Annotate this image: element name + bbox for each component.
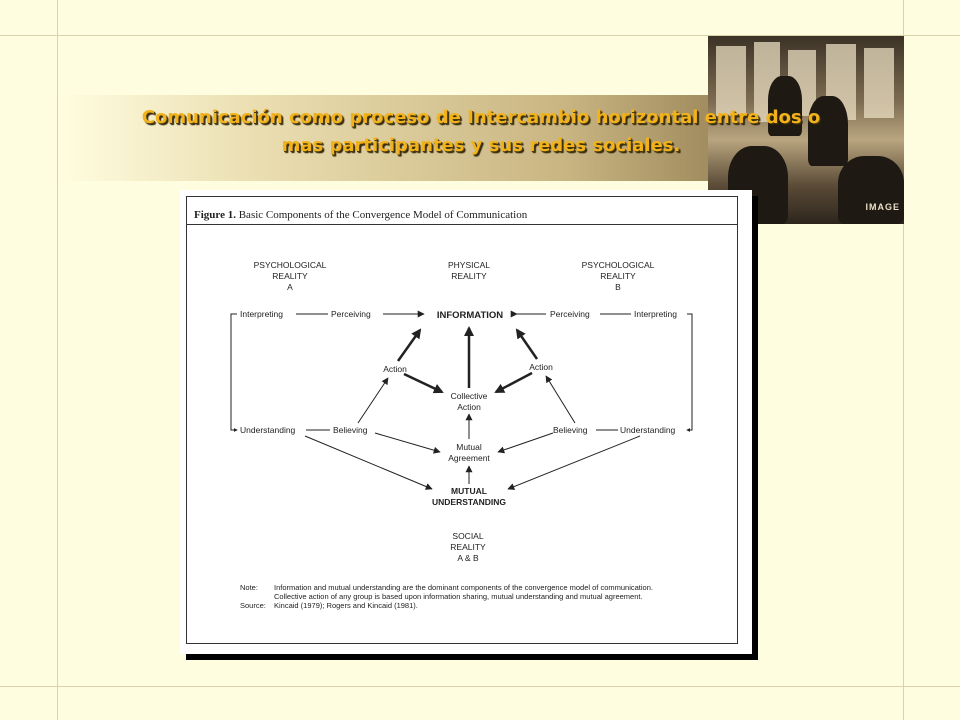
node-mutual-agreement-2: Agreement	[448, 453, 490, 463]
link-underst-mu-b	[508, 436, 640, 489]
header-social-2: REALITY	[450, 542, 486, 552]
link-action-collective-b	[496, 373, 532, 392]
header-psych-a-3: A	[287, 282, 293, 292]
node-believing-a: Believing	[333, 425, 368, 435]
node-interpreting-b: Interpreting	[634, 309, 677, 319]
node-understanding-a: Understanding	[240, 425, 296, 435]
node-action-b: Action	[529, 362, 553, 372]
header-psych-b-2: REALITY	[600, 271, 636, 281]
note-label: Note:	[240, 583, 258, 592]
header-physical-1: PHYSICAL	[447, 260, 491, 270]
header-physical-2: REALITY	[451, 271, 487, 281]
node-collective-2: Action	[457, 402, 481, 412]
node-perceiving-b: Perceiving	[550, 309, 590, 319]
node-believing-b: Believing	[553, 425, 588, 435]
node-collective-1: Collective	[450, 391, 488, 401]
header-social-3: A & B	[457, 553, 479, 563]
header-psych-a-2: REALITY	[272, 271, 308, 281]
source-label: Source:	[240, 601, 266, 610]
node-interpreting-a: Interpreting	[240, 309, 283, 319]
node-action-a: Action	[383, 364, 407, 374]
link-believ-agree-a	[375, 433, 440, 452]
node-mutual-understanding-1: MUTUAL	[451, 486, 487, 496]
node-mutual-agreement-1: Mutual	[456, 442, 482, 452]
header-psych-b-3: B	[615, 282, 621, 292]
link-action-info-b	[517, 330, 537, 359]
link-action-info-a	[398, 330, 420, 361]
link-believ-action-a	[358, 378, 388, 423]
header-social-1: SOCIAL	[452, 531, 484, 541]
node-perceiving-a: Perceiving	[331, 309, 371, 319]
loop-left	[231, 314, 237, 430]
node-information: INFORMATION	[436, 310, 504, 321]
note-line-2: Collective action of any group is based upon information sharing, mutual understanding and mutual agreement.	[274, 592, 643, 601]
header-psych-a-1: PSYCHOLOGICAL	[253, 260, 327, 270]
node-mutual-understanding-2: UNDERSTANDING	[432, 497, 506, 507]
link-action-collective-a	[404, 374, 442, 392]
figure-number: Figure 1.	[194, 209, 236, 221]
header-psych-b-1: PSYCHOLOGICAL	[581, 260, 655, 270]
node-understanding-b: Understanding	[620, 425, 676, 435]
photo-watermark: IMAGE	[865, 202, 900, 212]
slide-title-line-1: Comunicación como proceso de Intercambio horizontal entre dos o	[141, 107, 821, 128]
loop-right	[687, 314, 692, 430]
link-believ-agree-b	[498, 433, 553, 452]
source-text: Kincaid (1979); Rogers and Kincaid (1981).	[274, 601, 418, 610]
link-believ-action-b	[546, 376, 575, 423]
slide-title-line-2: mas participantes y sus redes sociales.	[281, 135, 681, 156]
note-line-1: Information and mutual understanding are the dominant components of the convergence model of communication.	[274, 583, 653, 592]
figure-caption: Basic Components of the Convergence Model of Communication	[238, 209, 528, 221]
